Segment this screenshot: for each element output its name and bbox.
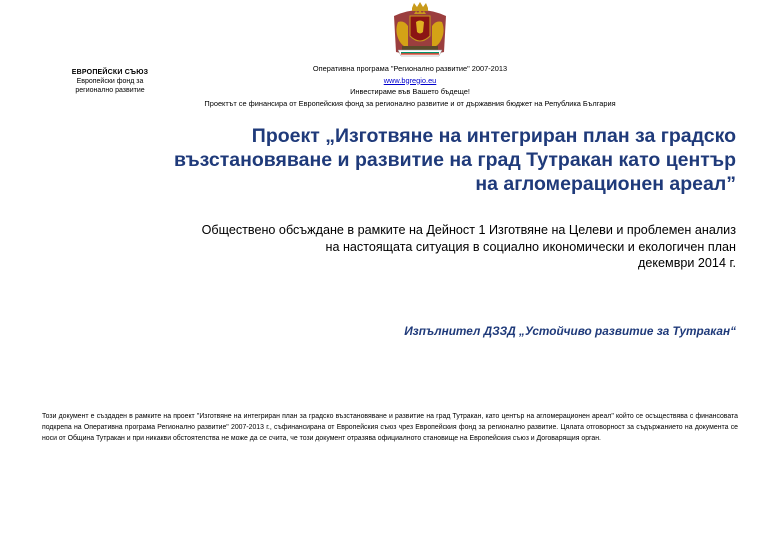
- eu-title: ЕВРОПЕЙСКИ СЪЮЗ: [71, 69, 149, 76]
- project-title-line1: Проект „Изготвяне на интегриран план за градско: [251, 125, 736, 147]
- discussion-date: декември 2014 г.: [638, 256, 736, 270]
- programme-name: Оперативна програма "Регионално развитие" 2007-2013: [312, 64, 508, 73]
- discussion-line1: Обществено обсъждане в рамките на Дейност 1 Изготвяне на Целеви и проблемен анализ: [201, 223, 736, 237]
- bulgarian-coat-of-arms-icon: [384, 2, 456, 58]
- programme-header: [150, 63, 670, 109]
- project-title: [120, 124, 736, 196]
- programme-slogan: Инвестираме във Вашето бъдеще!: [350, 87, 470, 96]
- project-title-line2: възстановяване и развитие на град Тутракан като център: [173, 149, 736, 171]
- public-discussion-text: [120, 222, 736, 272]
- programme-url-link[interactable]: www.bgregio.eu: [383, 75, 437, 85]
- eu-fund-line2: регионално развитие: [75, 87, 145, 94]
- disclaimer-text: Този документ е създаден в рамките на проект "Изготвяне на интегриран план за градско възстановяване и развитие на град Тутракан, като център на агломерационен ареал" който се осъществява с финансовата подкрепа на Оперативна програма Регионално развитие" 2007-2013 г., съфинансирана от Европейския съюз чрез Европейския фонд за регионално развитие. Цялата отговорност за съдържанието на документа се носи от Община Тутракан и при никакви обстоятелства не може да се счита, че този документ отразява официалното становище на Европейския съюз и Договарящия орган.: [42, 413, 738, 443]
- eu-fund-line1: Европейски фонд за: [76, 78, 144, 85]
- programme-funding: Проектът се финансира от Европейския фонд за регионално развитие и от държавния бюджет на Република България: [204, 98, 616, 108]
- contractor-label: Изпълнител ДЗЗД „Устойчиво развитие за Тутракан“: [404, 324, 736, 338]
- discussion-line2: на настоящата ситуация в социално икономически и екологичен план: [325, 239, 736, 254]
- project-title-line3: на агломерационен ареал”: [475, 173, 736, 195]
